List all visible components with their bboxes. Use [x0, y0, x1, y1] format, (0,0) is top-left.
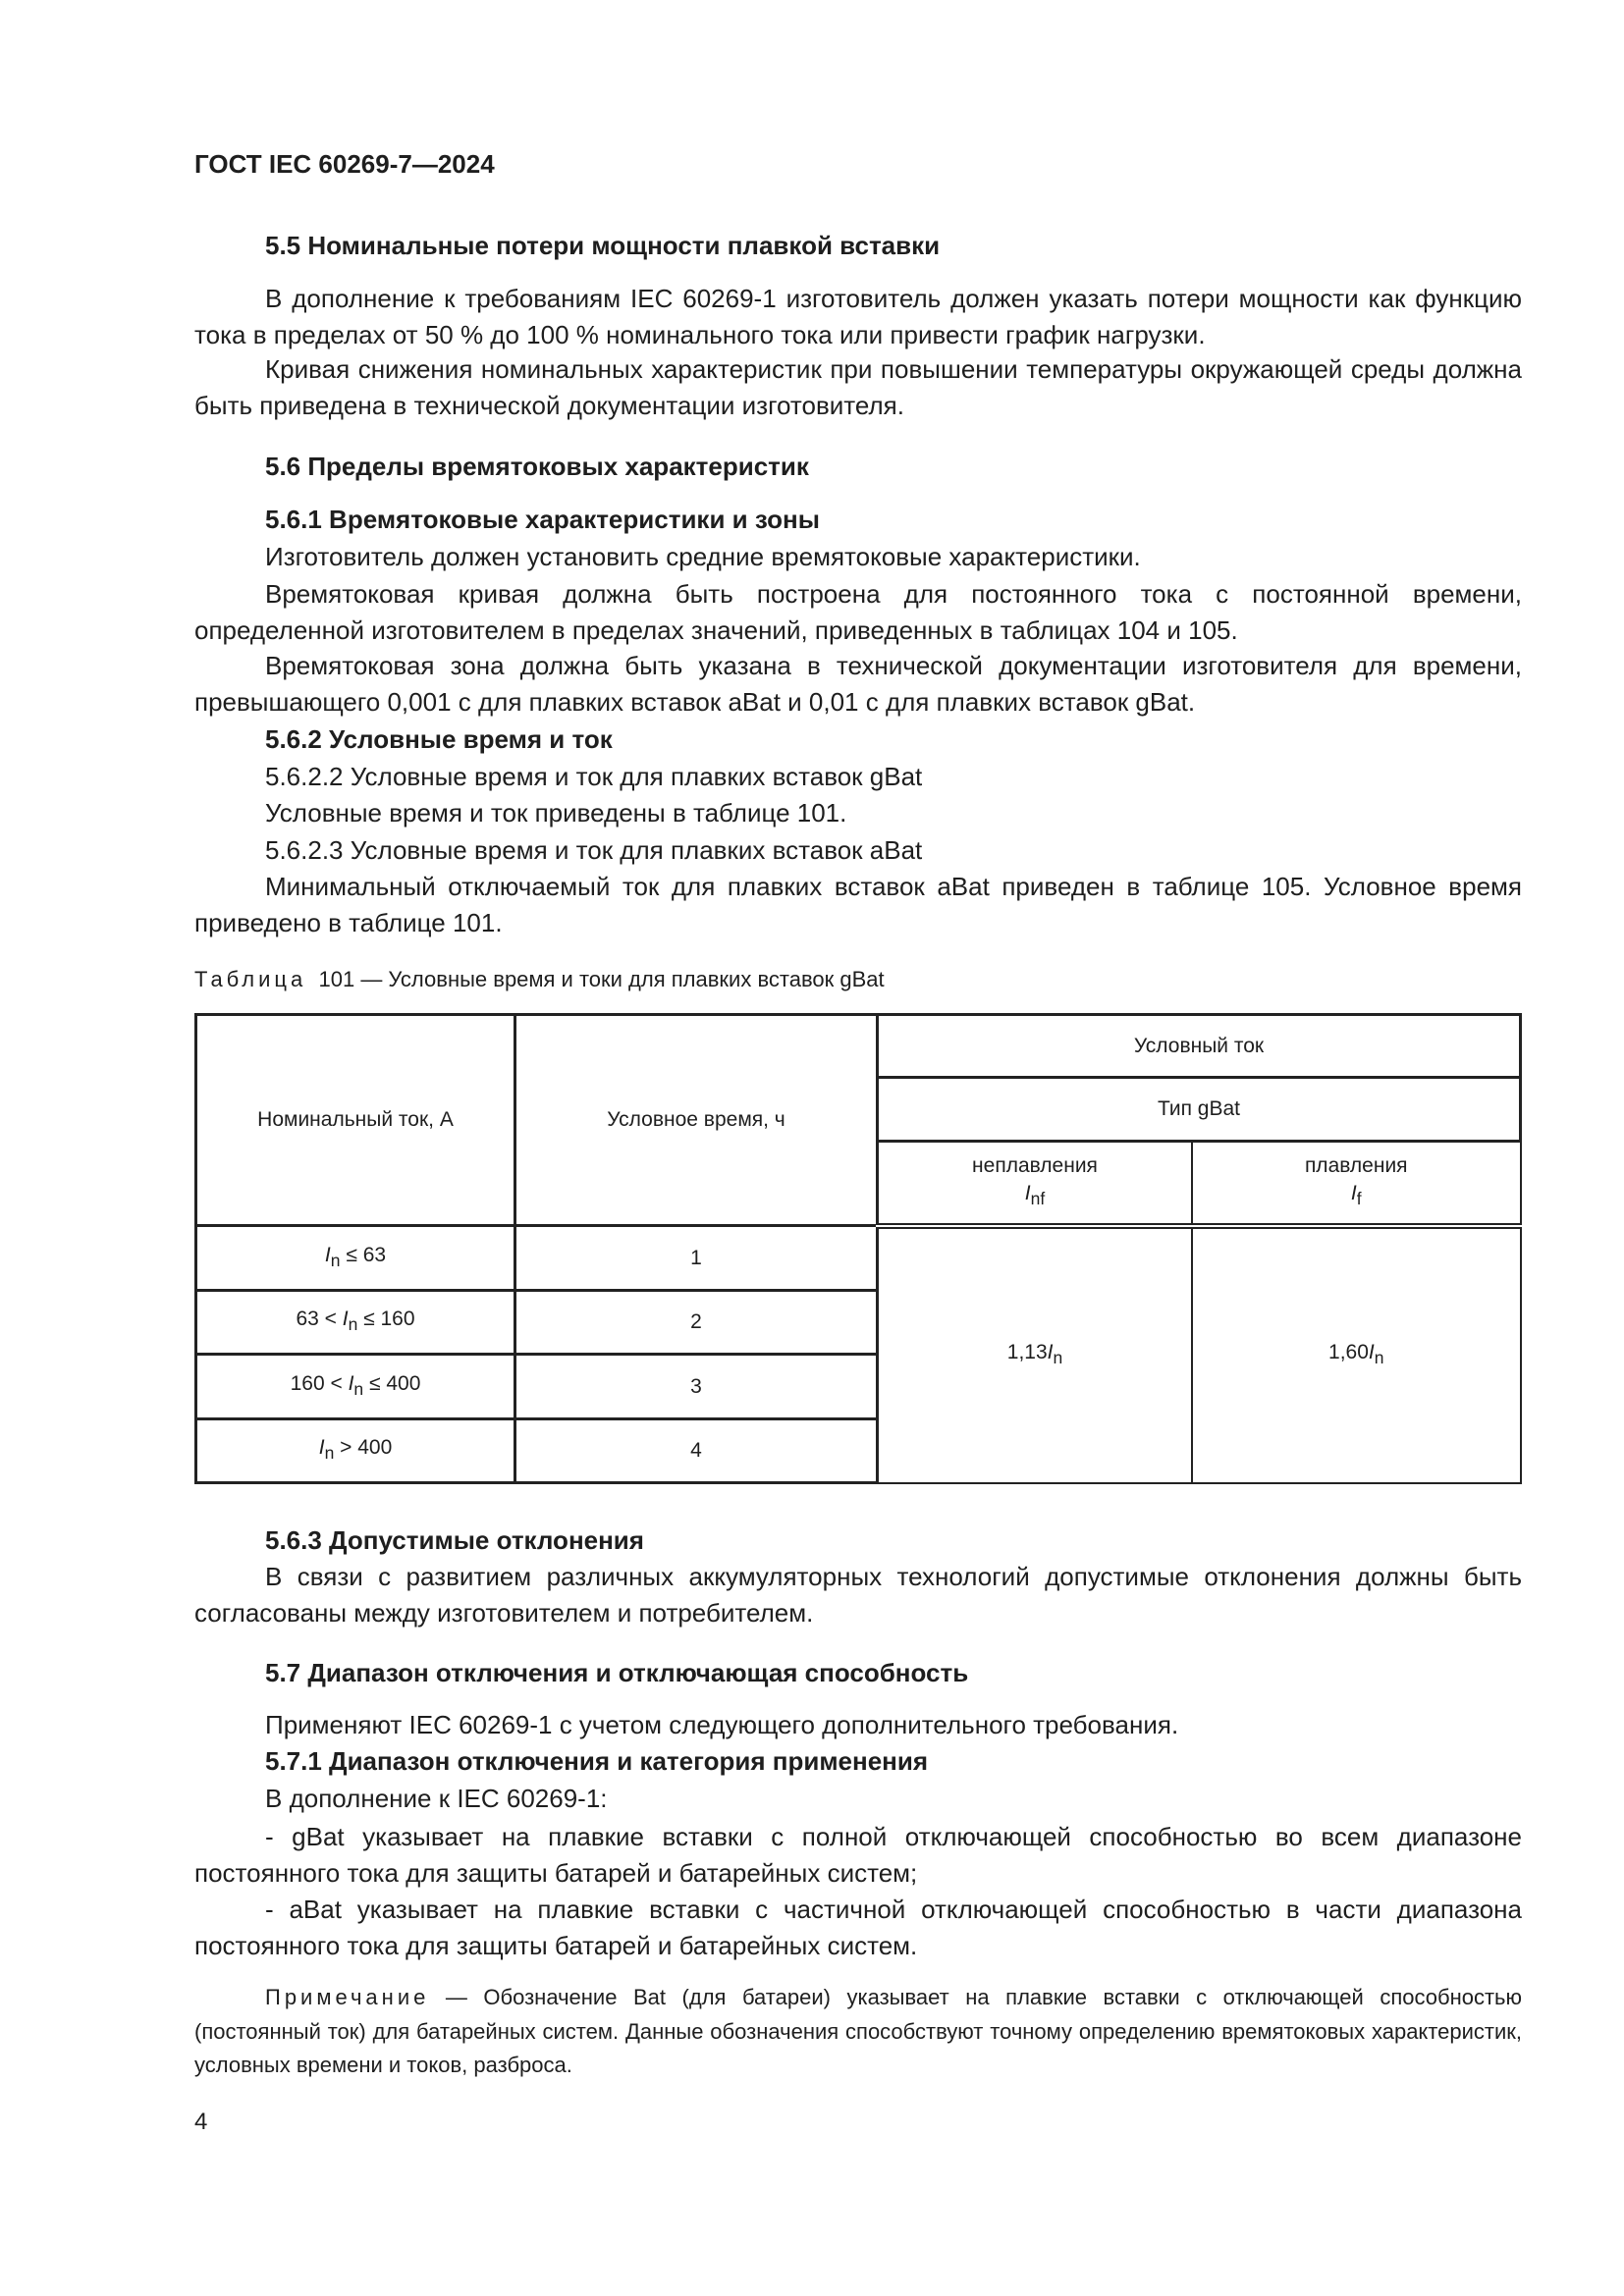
header-conventional-time: Условное время, ч	[515, 1015, 878, 1226]
section-5-6-3-title: 5.6.3 Допустимые отклонения	[265, 1525, 644, 1555]
symbol: I	[1024, 1182, 1031, 1205]
symbol: I	[342, 1308, 349, 1331]
table-101	[194, 1013, 1522, 1484]
time-value: 1	[515, 1226, 878, 1291]
time-value: 4	[515, 1419, 878, 1483]
current-range	[196, 1291, 515, 1355]
paragraph: Времятоковая зона должна быть указана в технической документации изготовителя для времени, превышающего 0,001 с для плавких вставок aBat и 0,01 с для плавких вставок gBat.	[194, 651, 1522, 717]
time-value: 2	[515, 1291, 878, 1355]
list-item: - aBat указывает на плавкие вставки с частичной отключающей способностью в части диапазона постоянного тока для защиты батарей и батарейных систем.	[194, 1895, 1522, 1960]
header-fusing	[1192, 1142, 1521, 1226]
symbol: I	[324, 1243, 331, 1266]
subscript: n	[324, 1443, 335, 1464]
symbol: I	[1047, 1340, 1054, 1363]
paragraph: В дополнение к IEC 60269-1:	[265, 1784, 608, 1813]
fusing-current	[1192, 1226, 1521, 1483]
document-header: ГОСТ IEC 60269-7—2024	[194, 149, 495, 179]
subscript: n	[330, 1251, 341, 1271]
section-5-7-title: 5.7 Диапазон отключения и отключающая способность	[265, 1658, 969, 1687]
page-number: 4	[194, 2109, 208, 2135]
subscript: n	[348, 1314, 358, 1335]
section-5-6-title: 5.6 Пределы времятоковых характеристик	[265, 452, 809, 481]
label: неплавления	[972, 1154, 1098, 1178]
symbol: I	[1350, 1182, 1357, 1205]
time-value: 3	[515, 1355, 878, 1419]
symbol: I	[318, 1436, 325, 1460]
subscript: n	[1374, 1348, 1384, 1368]
note-text: — Обозначение Bat (для батареи) указывает на плавкие вставки с отключающей способностью (постоянный ток) для батарейных систем. Данные обозначения способствуют точному определению времятоковых характеристик, условных времени и токов, разброса.	[194, 1985, 1522, 2077]
t: ≤ 160	[357, 1308, 415, 1331]
symbol: I	[1368, 1340, 1375, 1363]
t: ≤ 63	[340, 1243, 387, 1266]
note-label: Примечание	[265, 1985, 430, 2009]
t: > 400	[334, 1436, 393, 1460]
caption-text: 101 — Условные время и токи для плавких вставок gBat	[318, 967, 885, 991]
t: ≤ 400	[363, 1371, 421, 1395]
paragraph: Времятоковая кривая должна быть построена для постоянного тока с постоянной времени, определенной изготовителем в пределах значений, приведенных в таблицах 104 и 105.	[194, 579, 1522, 645]
table-row	[196, 1226, 1521, 1291]
label: плавления	[1304, 1154, 1408, 1178]
paragraph: 5.6.2.2 Условные время и ток для плавких вставок gBat	[265, 762, 923, 791]
caption-label: Таблица	[194, 967, 307, 991]
paragraph: Условные время и ток приведены в таблице 101.	[265, 798, 847, 828]
header-type: Тип gBat	[878, 1078, 1521, 1142]
t: 160 <	[290, 1371, 349, 1395]
section-5-6-2-title: 5.6.2 Условные время и ток	[265, 724, 613, 754]
paragraph: Кривая снижения номинальных характеристик при повышении температуры окружающей среды должна быть приведена в технической документации изготовителя.	[194, 354, 1522, 420]
paragraph: Изготовитель должен установить средние времятоковые характеристики.	[265, 542, 1141, 571]
t: 1,13	[1006, 1340, 1048, 1363]
paragraph: В связи с развитием различных аккумуляторных технологий допустимые отклонения должны быть согласованы между изготовителем и потребителем.	[194, 1562, 1522, 1628]
t: 1,60	[1328, 1340, 1369, 1363]
current-range	[196, 1226, 515, 1291]
paragraph: Минимальный отключаемый ток для плавких вставок aBat приведен в таблице 105. Условное время приведено в таблице 101.	[194, 872, 1522, 937]
header-non-fusing	[878, 1142, 1193, 1226]
t: 63 <	[296, 1308, 343, 1331]
subscript: n	[1053, 1348, 1063, 1368]
section-5-5-title: 5.5 Номинальные потери мощности плавкой вставки	[265, 231, 941, 260]
paragraph: В дополнение к требованиям IEC 60269-1 изготовитель должен указать потери мощности как функцию тока в пределах от 50 % до 100 % номинального тока или привести график нагрузки.	[194, 284, 1522, 349]
current-range	[196, 1355, 515, 1419]
paragraph: Применяют IEC 60269-1 с учетом следующего дополнительного требования.	[265, 1710, 1179, 1739]
note	[194, 1981, 1522, 2083]
subscript: f	[1356, 1189, 1362, 1209]
header-nominal-current: Номинальный ток, А	[196, 1015, 515, 1226]
non-fusing-current	[878, 1226, 1193, 1483]
header-conventional-current: Условный ток	[878, 1015, 1521, 1078]
paragraph: 5.6.2.3 Условные время и ток для плавких вставок aBat	[265, 835, 923, 865]
symbol: I	[348, 1371, 354, 1395]
section-5-6-1-title: 5.6.1 Времятоковые характеристики и зоны	[265, 505, 820, 534]
current-range	[196, 1419, 515, 1483]
subscript: nf	[1030, 1189, 1046, 1209]
subscript: n	[353, 1379, 364, 1400]
table-caption	[194, 967, 885, 992]
section-5-7-1-title: 5.7.1 Диапазон отключения и категория применения	[265, 1746, 929, 1776]
list-item: - gBat указывает на плавкие вставки с полной отключающей способностью во всем диапазоне постоянного тока для защиты батарей и батарейных систем;	[194, 1822, 1522, 1888]
